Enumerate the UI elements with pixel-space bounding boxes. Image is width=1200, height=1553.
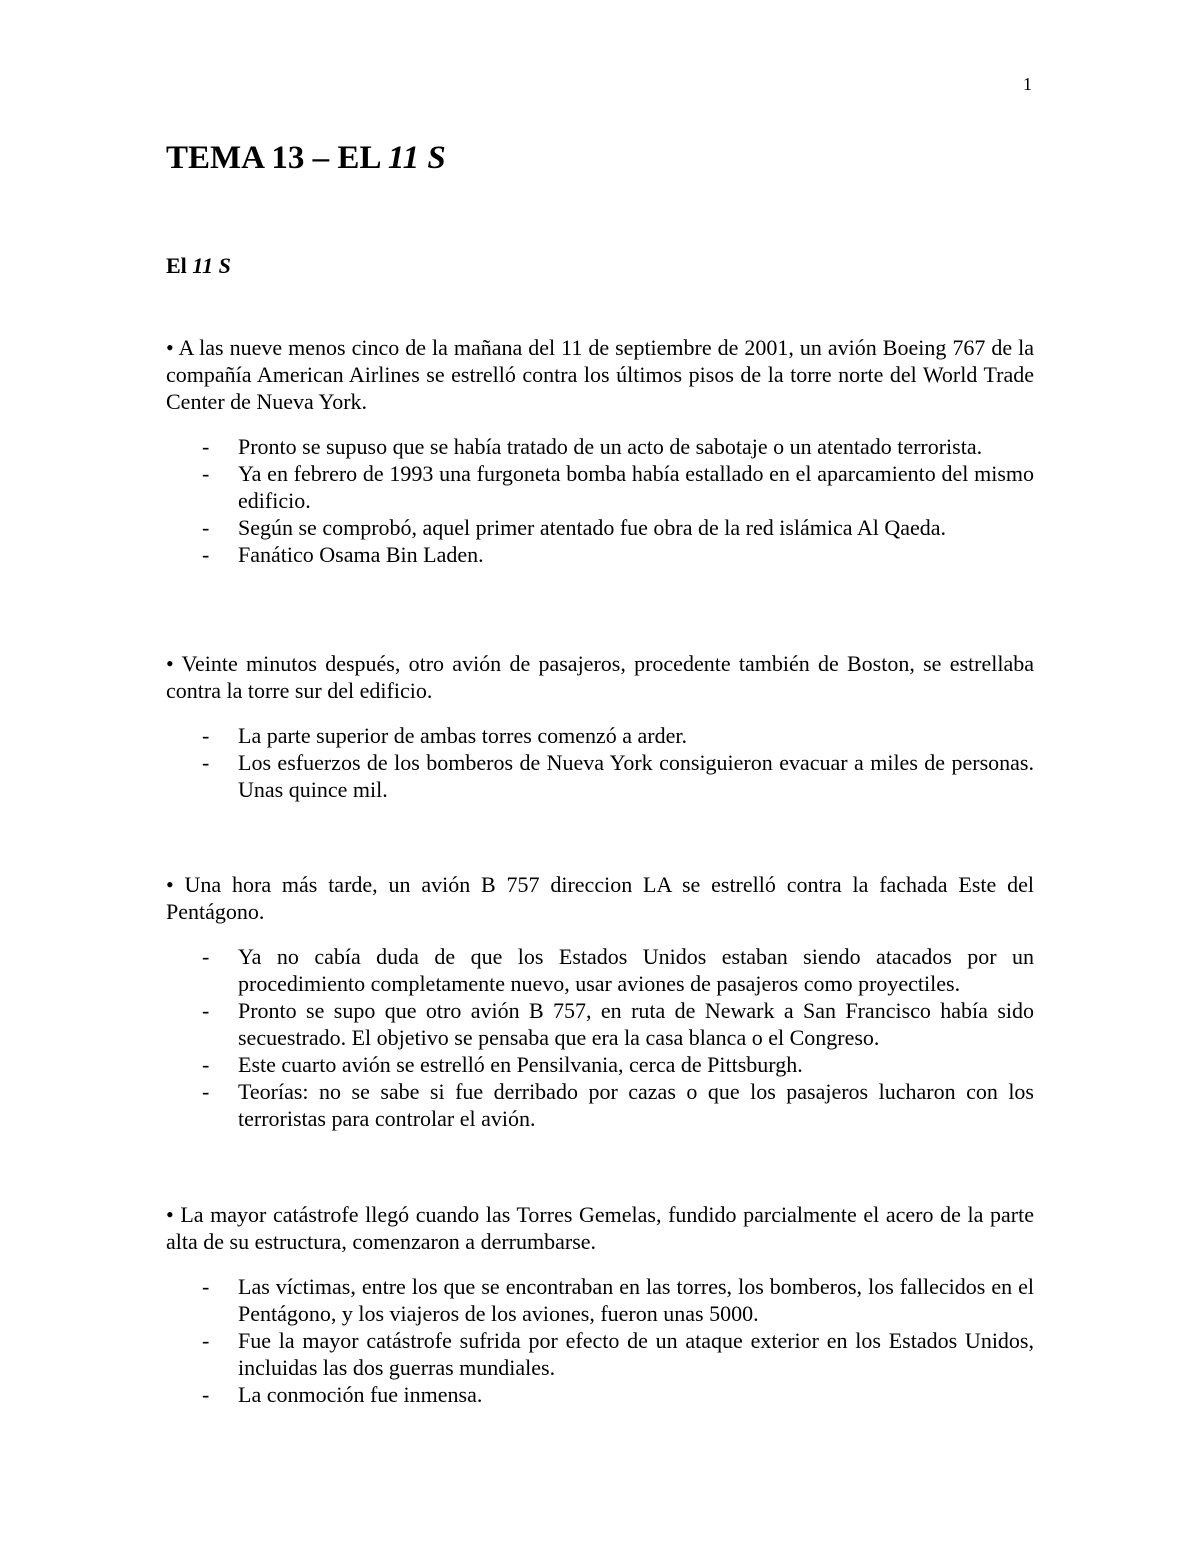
list-item (166, 1078, 1034, 1132)
list-item-text: Pronto se supo que otro avión B 757, en ruta de Newark a San Francisco había sido secuestrado. El objetivo se pensaba que era la casa blanca o el Congreso. (238, 998, 1034, 1050)
bullet-paragraph: • Veinte minutos después, otro avión de pasajeros, procedente también de Boston, se estrellaba contra la torre sur del edificio. (166, 651, 1034, 703)
list-item-text: Este cuarto avión se estrelló en Pensilvania, cerca de Pittsburgh. (238, 1052, 803, 1077)
dash-marker: - (202, 1382, 210, 1407)
list-item-text: La parte superior de ambas torres comenzó a arder. (238, 723, 687, 748)
section-north-tower (166, 334, 1034, 568)
title-text: TEMA 13 – EL (166, 140, 388, 176)
bullet-paragraph: • Una hora más tarde, un avión B 757 direccion LA se estrelló contra la fachada Este del Pentágono. (166, 872, 1034, 924)
section-collapse (166, 1201, 1034, 1408)
list-item (166, 1381, 1034, 1408)
dash-marker: - (202, 750, 210, 775)
list-item-text: Las víctimas, entre los que se encontraban en las torres, los bomberos, los fallecidos en el Pentágono, y los viajeros de los aviones, fueron unas 5000. (238, 1274, 1034, 1326)
dash-marker: - (202, 944, 210, 969)
list-item (166, 541, 1034, 568)
list-item-text: Ya no cabía duda de que los Estados Unidos estaban siendo atacados por un procedimiento completamente nuevo, usar aviones de pasajeros como proyectiles. (238, 944, 1034, 996)
dash-list (166, 433, 1034, 568)
list-item (166, 1273, 1034, 1327)
list-item-text: Ya en febrero de 1993 una furgoneta bomba había estallado en el aparcamiento del mismo edificio. (238, 461, 1034, 513)
dash-marker: - (202, 1328, 210, 1353)
subtitle-text: El (166, 253, 193, 278)
dash-marker: - (202, 1079, 210, 1104)
subtitle-italic: 11 S (192, 253, 231, 278)
list-item (166, 460, 1034, 514)
list-item (166, 722, 1034, 749)
list-item-text: Fue la mayor catástrofe sufrida por efecto de un ataque exterior en los Estados Unidos, incluidas las dos guerras mundiales. (238, 1328, 1034, 1380)
dash-marker: - (202, 998, 210, 1023)
list-item-text: Pronto se supuso que se había tratado de un acto de sabotaje o un atentado terrorista. (238, 434, 983, 459)
section-pentagon (166, 871, 1034, 1132)
list-item-text: Teorías: no se sabe si fue derribado por cazas o que los pasajeros lucharon con los terroristas para controlar el avión. (238, 1079, 1034, 1131)
bullet-paragraph: • A las nueve menos cinco de la mañana del 11 de septiembre de 2001, un avión Boeing 767 de la compañía American Airlines se estrelló contra los últimos pisos de la torre norte del World Trade Center de Nueva York. (166, 335, 1034, 414)
list-item (166, 433, 1034, 460)
page-number: 1 (1023, 74, 1032, 94)
list-item-text: Según se comprobó, aquel primer atentado fue obra de la red islámica Al Qaeda. (238, 515, 947, 540)
list-item (166, 997, 1034, 1051)
dash-marker: - (202, 542, 210, 567)
dash-marker: - (202, 434, 210, 459)
list-item (166, 1051, 1034, 1078)
dash-list (166, 943, 1034, 1132)
list-item (166, 514, 1034, 541)
list-item (166, 943, 1034, 997)
dash-marker: - (202, 1274, 210, 1299)
section-south-tower (166, 650, 1034, 803)
dash-marker: - (202, 1052, 210, 1077)
list-item (166, 1327, 1034, 1381)
section-heading (166, 253, 231, 279)
dash-marker: - (202, 723, 210, 748)
dash-list (166, 1273, 1034, 1408)
dash-marker: - (202, 461, 210, 486)
list-item (166, 749, 1034, 803)
title-italic: 11 S (387, 140, 446, 176)
dash-list (166, 722, 1034, 803)
dash-marker: - (202, 515, 210, 540)
list-item-text: Los esfuerzos de los bomberos de Nueva York consiguieron evacuar a miles de personas. Unas quince mil. (238, 750, 1034, 802)
list-item-text: La conmoción fue inmensa. (238, 1382, 483, 1407)
page-title (166, 140, 446, 177)
list-item-text: Fanático Osama Bin Laden. (238, 542, 484, 567)
bullet-paragraph: • La mayor catástrofe llegó cuando las Torres Gemelas, fundido parcialmente el acero de la parte alta de su estructura, comenzaron a derrumbarse. (166, 1202, 1034, 1254)
